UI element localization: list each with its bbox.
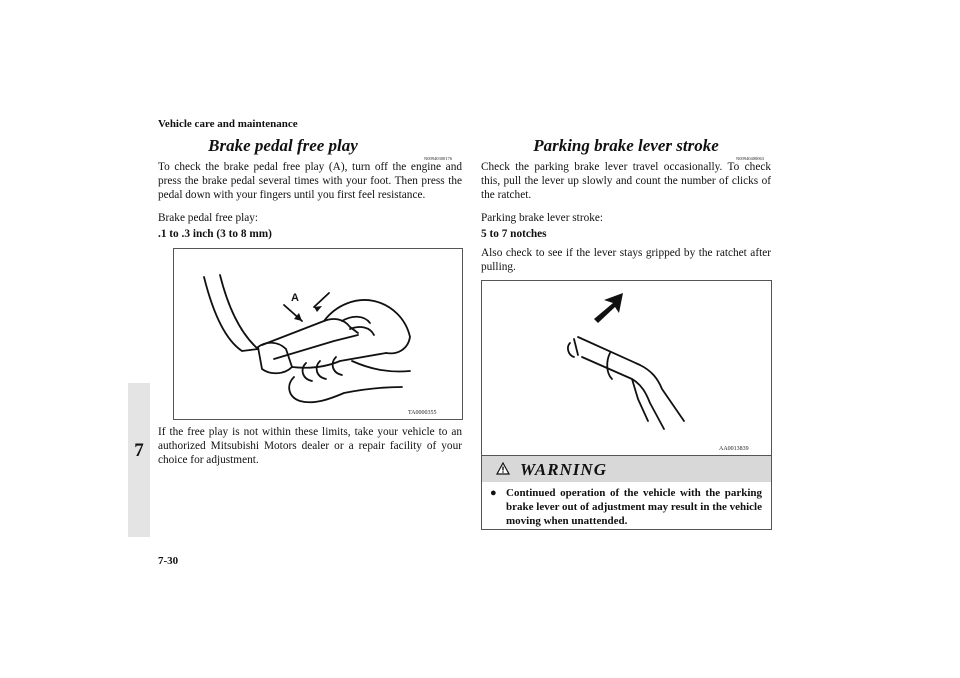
warning-bullet: ● bbox=[490, 487, 497, 499]
parking-brake-title: Parking brake lever stroke bbox=[533, 136, 719, 155]
brake-pedal-figure bbox=[173, 248, 463, 420]
brake-pedal-spec-value: .1 to .3 inch (3 to 8 mm) bbox=[158, 228, 272, 240]
warning-text: Continued operation of the vehicle with the parking brake lever out of adjustment may result in the vehicle moving when unattended. bbox=[506, 487, 762, 527]
pull-direction-arrow-icon bbox=[594, 293, 623, 323]
parking-brake-note: Also check to see if the lever stays gripped by the ratchet after pulling. bbox=[481, 247, 771, 273]
parking-brake-spec-value: 5 to 7 notches bbox=[481, 228, 547, 240]
brake-pedal-intro: To check the brake pedal free play (A), turn off the engine and press the brake pedal several times with your foot. Then press the pedal down with your fingers until you first feel resistance. bbox=[158, 161, 462, 201]
brake-pedal-note: If the free play is not within these limits, take your vehicle to an authorized Mitsubishi Motors dealer or a repair facility of your choice for adjustment. bbox=[158, 426, 462, 466]
page-number: 7-30 bbox=[158, 555, 179, 567]
brake-pedal-ref-code: N00940300176 bbox=[424, 156, 452, 161]
parking-brake-figure bbox=[481, 280, 772, 457]
warning-title: WARNING bbox=[520, 460, 607, 479]
brake-pedal-spec-label: Brake pedal free play: bbox=[158, 212, 259, 224]
running-header: Vehicle care and maintenance bbox=[158, 118, 298, 130]
parking-brake-spec-label: Parking brake lever stroke: bbox=[481, 212, 604, 224]
brake-pedal-title: Brake pedal free play bbox=[208, 136, 358, 155]
parking-brake-ref-code: N00940400063 bbox=[736, 156, 764, 161]
parking-brake-illustration bbox=[482, 281, 771, 456]
parking-brake-figure-code: AA0013839 bbox=[719, 446, 749, 452]
warning-triangle-icon bbox=[496, 462, 510, 475]
brake-pedal-illustration bbox=[174, 249, 462, 419]
pedal-free-play-label-a: A bbox=[291, 292, 299, 304]
brake-pedal-figure-code: TA0000355 bbox=[408, 410, 437, 416]
warning-box bbox=[481, 455, 772, 530]
chapter-number: 7 bbox=[134, 440, 144, 461]
parking-brake-intro: Check the parking brake lever travel occasionally. To check this, pull the lever up slowly and count the number of clicks of the ratchet. bbox=[481, 161, 771, 201]
